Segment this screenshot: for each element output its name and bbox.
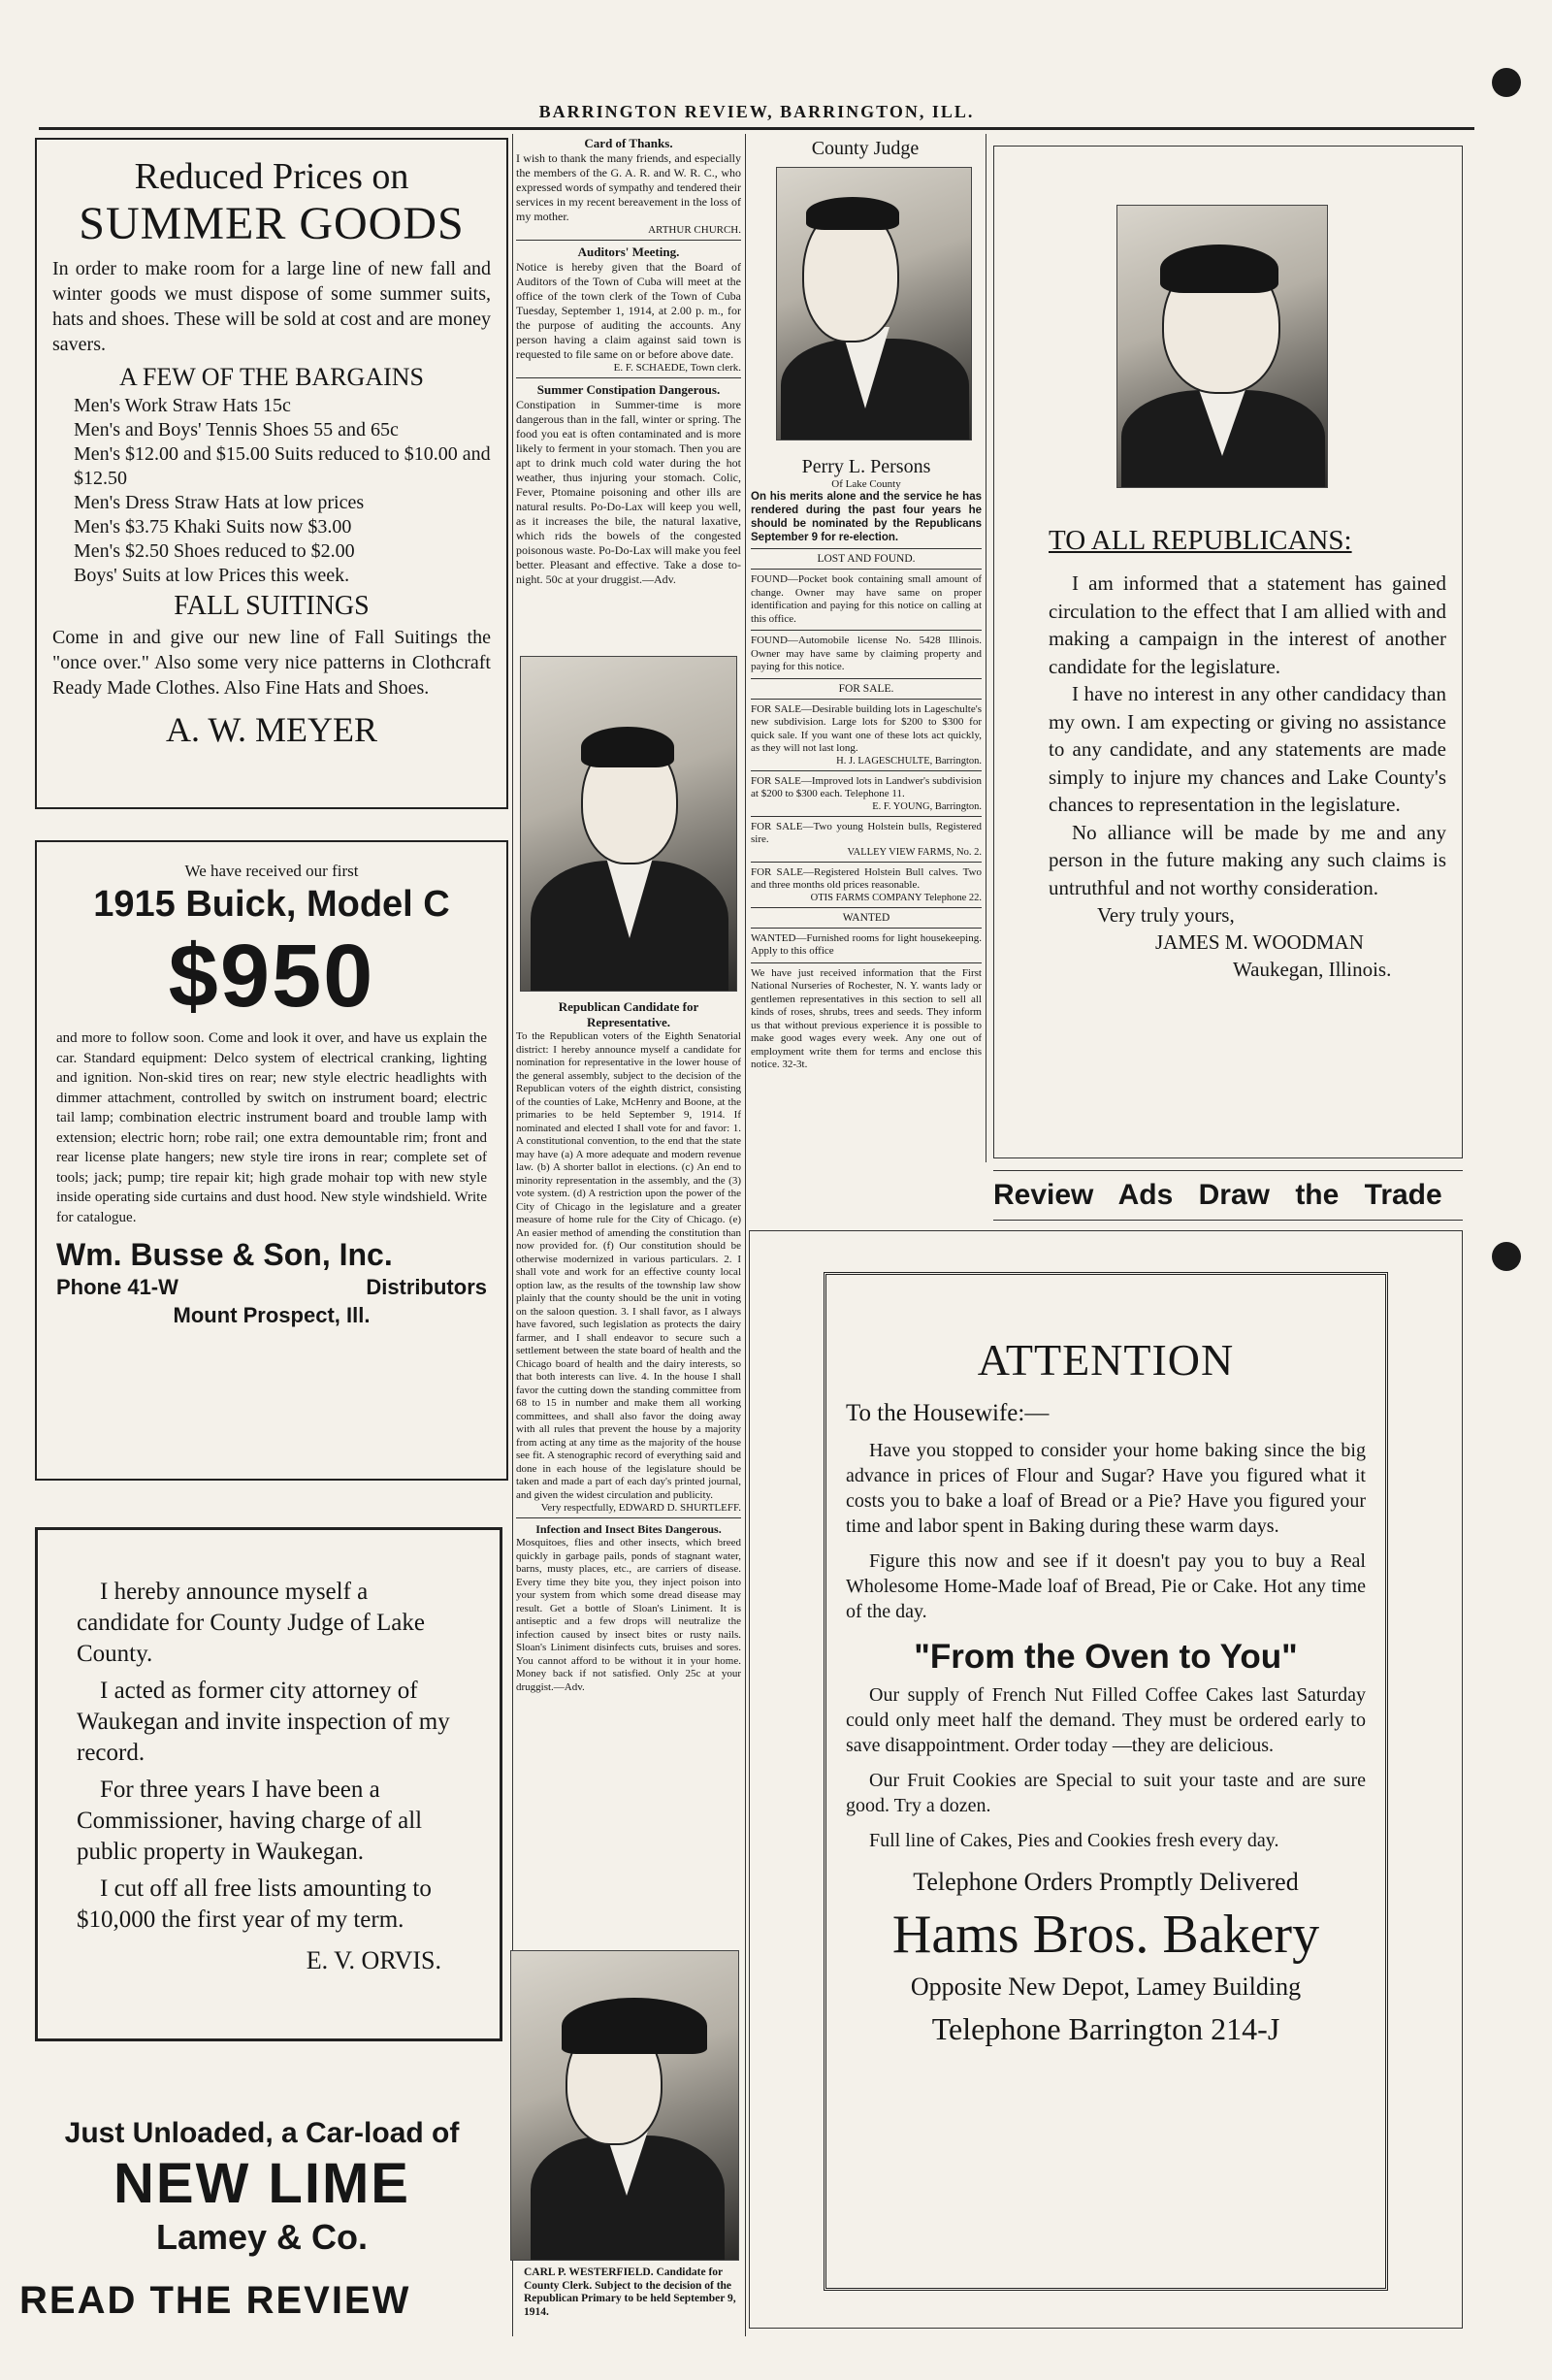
woodman-paragraph: No alliance will be made by me and any person in the future making any such claims is untruthful and not worthy consideration. xyxy=(1049,820,1446,899)
woodman-paragraph: I am informed that a statement has gained circulation to the effect that I am allied with and making a campaign in the interest of another candidate for the legislature. xyxy=(1049,571,1446,678)
wanted-item: We have just received information that the First National Nurseries of Rochester, N. Y. wants lady or gentlemen representatives in this section to sell all kinds of roses, shrubs, trees and seeds. They inform us that without previous experience it is possible to make good wages every week. Any one out of employment write them for terms and enclose this notice. 32-3t. xyxy=(751,966,982,1070)
punch-hole xyxy=(1492,1242,1521,1271)
judge-heading: County Judge xyxy=(811,138,920,159)
meyer-signature: A. W. MEYER xyxy=(165,710,378,749)
meyer-item: Boys' Suits at low Prices this week. xyxy=(74,565,350,586)
persons-name: Perry L. Persons xyxy=(801,456,931,477)
auditors-signature: E. F. SCHAEDE, Town clerk. xyxy=(613,362,741,374)
buick-received: We have received our first xyxy=(184,862,359,880)
bakery-name: Hams Bros. Bakery xyxy=(891,1905,1320,1965)
sale-signature: OTIS FARMS COMPANY Telephone 22. xyxy=(810,892,982,903)
bakery-paragraph: Full line of Cakes, Pies and Cookies fresh every day. xyxy=(869,1830,1279,1851)
review-ads-banner: Review Ads Draw the Trade xyxy=(993,1170,1463,1221)
bakery-greeting: To the Housewife:— xyxy=(846,1400,1050,1426)
lost-item: FOUND—Automobile license No. 5428 Illinois. Owner may have same by claiming property and paying for this notice. xyxy=(751,635,982,672)
column-rule xyxy=(745,134,746,2336)
bakery-attention: ATTENTION xyxy=(977,1335,1235,1385)
meyer-item: Men's $2.50 Shoes reduced to $2.00 xyxy=(74,540,355,562)
orvis-paragraph: For three years I have been a Commissioner, having charge of all public property in Waukegan. xyxy=(77,1777,423,1865)
sale-item: FOR SALE—Registered Holstein Bull calves. Two and three months old prices reasonable. xyxy=(751,865,982,891)
meyer-item: Men's Work Straw Hats 15c xyxy=(74,395,291,416)
orvis-paragraph: I cut off all free lists amounting to $10,000 the first year of my term. xyxy=(77,1875,432,1933)
woodman-heading: TO ALL REPUBLICANS: xyxy=(1049,525,1352,556)
woodman-photo xyxy=(1116,205,1328,488)
auditors-heading: Auditors' Meeting. xyxy=(577,245,680,259)
meyer-bargains-heading: A FEW OF THE BARGAINS xyxy=(119,363,424,391)
bakery-phone: Telephone Barrington 214-J xyxy=(931,2011,1280,2046)
woodman-place: Waukegan, Illinois. xyxy=(1233,958,1392,981)
shurtleff-signature: Very respectfully, EDWARD D. SHURTLEFF. xyxy=(540,1502,741,1514)
sale-item: FOR SALE—Improved lots in Landwer's subdivision at $200 to $300 each. Telephone 11. xyxy=(751,774,982,799)
meyer-fall-text: Come in and give our new line of Fall Suitings the "once over." Also some very nice patterns in Clothcraft Ready Made Clothes. Also Fine Hats and Shoes. xyxy=(52,627,491,699)
thanks-body: I wish to thank the many friends, and especially the members of the G. A. R. and W. R. C., who expressed words of sympathy and tendered their services in my recent bereavement in the loss of my mother. xyxy=(516,151,741,223)
lime-ad xyxy=(19,2115,504,2270)
column-2-top xyxy=(516,136,741,650)
summer-body: Constipation in Summer-time is more dangerous than in the fall, winter or spring. The food you eat is often contaminated and is more likely to ferment in your stomach. Then you are apt to drink much cold water during the hot weather, thus injuring your stomach. Colic, Fever, Ptomaine poisoning and other ills are natural results. Po-Do-Lax will keep you well, as it increases the bile, the natural laxative, which rids the bowels of the congested poisonous waste. Po-Do-Lax will make you feel better. Pleasant and effective. Take a dose to-night. 50c at your druggist.—Adv. xyxy=(516,398,741,586)
bakery-telephone-orders: Telephone Orders Promptly Delivered xyxy=(913,1868,1299,1896)
meyer-item: Men's Dress Straw Hats at low prices xyxy=(74,492,365,513)
summer-heading: Summer Constipation Dangerous. xyxy=(536,382,721,397)
meyer-intro: In order to make room for a large line of new fall and winter goods we must dispose of some summer suits, hats and shoes. These will be sold at cost and are money savers. xyxy=(52,258,491,355)
sale-signature: E. F. YOUNG, Barrington. xyxy=(872,800,982,812)
lime-line1: Just Unloaded, a Car-load of xyxy=(64,2117,460,2149)
orvis-signature: E. V. ORVIS. xyxy=(306,1946,441,1974)
meyer-item: Men's $12.00 and $15.00 Suits reduced to $10.00 and $12.50 xyxy=(74,443,491,489)
read-the-review: READ THE REVIEW xyxy=(19,2279,411,2322)
buick-town: Mount Prospect, Ill. xyxy=(173,1303,371,1327)
woodman-closing: Very truly yours, xyxy=(1097,903,1235,927)
orvis-ad xyxy=(35,1527,502,2041)
wanted-item: WANTED—Furnished rooms for light housekeeping. Apply to this office xyxy=(751,931,982,957)
shurtleff-body: To the Republican voters of the Eighth Senatorial district: I hereby announce myself a candidate for nomination for representative in the lower house of the general assembly, subject to the decision of the Republican voters of the eighth district, consisting of the counties of Lake, McHenry and Boone, at the primaries to be held September 9, 1914. If nominated and elected I shall vote for and favor: 1. A constitutional convention, to the end that the state may have (a) A more adequate and modern revenue law. (b) A shorter ballot in elections. (c) An end to minority representation in the assembly, and the (3) vote system. (d) A restriction upon the power of the City of Chicago in the legislature and a greater measure of home rule for the City of Chicago. (e) An easier method of amending the constitution than now provided for. (f) Our constitution should be otherwise modernized in various particulars. 2. I shall vote and work for an effective county local option law, as the results of the township law show plainly that the county should be the unit in voting on the saloon question. 3. I shall favor, as I always have favored, such legislation as protects the dairy farmer, and I shall endeavor to secure such a settlement between the state board of health and the Chicago board of health and the dairy interests, so that both interests can live. 4. In the house I shall favor the cutting down the standing committee from 68 to 15 in number and make them all working committees, and shall also favor the doing away with all rules that prevent the house by a majority from acting at any time as the majority of the house see fit. A stenographic record of everything said and done in each house of the legislature should be taken and made a part of each day's printed journal, and given the widest circulation and publicity. xyxy=(516,1030,741,1501)
westerfield-caption: CARL P. WESTERFIELD. Candidate for County Clerk. Subject to the decision of the Republican Primary to be held September 9, 1914. xyxy=(524,2266,736,2318)
thanks-signature: ARTHUR CHURCH. xyxy=(648,224,741,236)
sale-item: FOR SALE—Two young Holstein bulls, Registered sire. xyxy=(751,820,982,845)
buick-distributors: Distributors xyxy=(366,1275,487,1299)
sale-item: FOR SALE—Desirable building lots in Lageschulte's new subdivision. Large lots for $200 to $300 for quick sale. If you want one of these lots act quickly, as they will not last long. xyxy=(751,702,982,754)
woodman-ad xyxy=(993,146,1463,1158)
meyer-fall-heading: FALL SUITINGS xyxy=(174,591,370,621)
sale-signature: VALLEY VIEW FARMS, No. 2. xyxy=(847,846,982,858)
auditors-body: Notice is hereby given that the Board of Auditors of the Town of Cuba will meet at the office of the town clerk of the Town of Cuba Tuesday, September 1, 1914, at 2.00 p. m., for the purpose of auditing the accounts. Any person having a claim against said town is requested to file same on or before above date. xyxy=(516,260,741,361)
bakery-ad xyxy=(749,1230,1463,2329)
bakery-paragraph: Our Fruit Cookies are Special to suit your taste and are sure good. Try a dozen. xyxy=(846,1770,1366,1816)
lime-line3: Lamey & Co. xyxy=(155,2217,369,2257)
shurtleff-photo xyxy=(520,656,737,992)
lost-heading: LOST AND FOUND. xyxy=(817,553,916,565)
meyer-item: Men's $3.75 Khaki Suits now $3.00 xyxy=(74,516,352,538)
bakery-slogan: "From the Oven to You" xyxy=(914,1638,1298,1676)
sale-signature: H. J. LAGESCHULTE, Barrington. xyxy=(836,755,982,766)
sale-heading: FOR SALE. xyxy=(838,682,894,695)
shurtleff-notice xyxy=(516,999,741,1717)
shurtleff-heading: Republican Candidate for Representative. xyxy=(558,999,699,1029)
buick-price: $950 xyxy=(168,927,375,1026)
punch-hole xyxy=(1492,68,1521,97)
buick-ad xyxy=(35,840,508,1481)
buick-dealer: Wm. Busse & Son, Inc. xyxy=(56,1237,393,1272)
buick-description: and more to follow soon. Come and look it over, and have us explain the car. Standard equipment: Delco system of electrical cranking, lighting and ignition. Non-skid tires on rear; new style electric headlights with dimmer attachment, controlled by switch on instrument board; electric tail lamp; combination electric instrument board and trouble lamp with extension; electric horn; robe rail; one extra demountable rim; front and rear license plate hangers; new style tire irons in rear; complete set of tools; jack; pump; tire repair kit; high grade mohair top with new style inside operating side curtains and dust hood. New style windshield. Write for catalogue. xyxy=(56,1030,487,1225)
woodman-name: JAMES M. WOODMAN xyxy=(1155,930,1364,954)
wanted-heading: WANTED xyxy=(842,911,890,924)
bakery-address: Opposite New Depot, Lamey Building xyxy=(910,1972,1302,2001)
westerfield-photo xyxy=(510,1950,739,2261)
bakery-paragraph: Our supply of French Nut Filled Coffee Cakes last Saturday could only meet half the demand. They must be ordered early to save disappointment. Order today —they are delicious. xyxy=(846,1684,1366,1756)
meyer-ad xyxy=(35,138,508,809)
buick-model: 1915 Buick, Model C xyxy=(93,884,450,925)
masthead: BARRINGTON REVIEW, BARRINGTON, ILL. xyxy=(39,97,1474,130)
lost-item: FOUND—Pocket book containing small amount of change. Owner may have same on proper identification and paying for this notice on calling at this office. xyxy=(751,573,982,625)
buick-phone: Phone 41-W xyxy=(56,1275,178,1299)
meyer-subtitle: SUMMER GOODS xyxy=(79,198,465,249)
orvis-paragraph: I acted as former city attorney of Waukegan and invite inspection of my record. xyxy=(77,1678,450,1766)
thanks-heading: Card of Thanks. xyxy=(584,136,673,150)
orvis-paragraph: I hereby announce myself a candidate for County Judge of Lake County. xyxy=(77,1579,425,1667)
insect-heading: Infection and Insect Bites Dangerous. xyxy=(535,1522,722,1536)
woodman-paragraph: I have no interest in any other candidacy than my own. I am expecting or giving no assistance to any candidate, and any statements are made simply to injure my chances and Lake County's chances to representation in the legislature. xyxy=(1049,682,1446,816)
meyer-title: Reduced Prices on xyxy=(134,156,409,197)
persons-photo xyxy=(776,167,972,440)
bakery-paragraph: Figure this now and see if it doesn't pay you to buy a Real Wholesome Home-Made loaf of Bread, Pie or Cake. Hot any time of the day. xyxy=(846,1550,1366,1622)
bakery-paragraph: Have you stopped to consider your home baking since the big advance in prices of Flour and Sugar? Have you figured what it costs you to bake a loaf of Bread or a Pie? Have you figured your time and labor spent in Baking during these warm days. xyxy=(846,1440,1366,1537)
persons-text: On his merits alone and the service he has rendered during the past four years he should be nominated by the Republicans September 9 for re-election. xyxy=(751,491,982,543)
lime-line2: NEW LIME xyxy=(113,2152,410,2215)
meyer-item: Men's and Boys' Tennis Shoes 55 and 65c xyxy=(74,419,399,440)
insect-body: Mosquitoes, flies and other insects, which breed quickly in garbage pails, ponds of stagnant water, barns, musty places, etc., are carriers of disease. Every time they bite you, they inject poison into your system from which some dread disease may result. Get a bottle of Sloan's Liniment. It is antiseptic and a few drops will neutralize the infection caused by insect bites or rusty nails. Sloan's Liniment disinfects cuts, bruises and sores. You cannot afford to be without it in your home. Money back if not satisfied. Only 25c at your druggist.—Adv. xyxy=(516,1537,741,1693)
persons-subtitle: Of Lake County xyxy=(831,478,901,490)
